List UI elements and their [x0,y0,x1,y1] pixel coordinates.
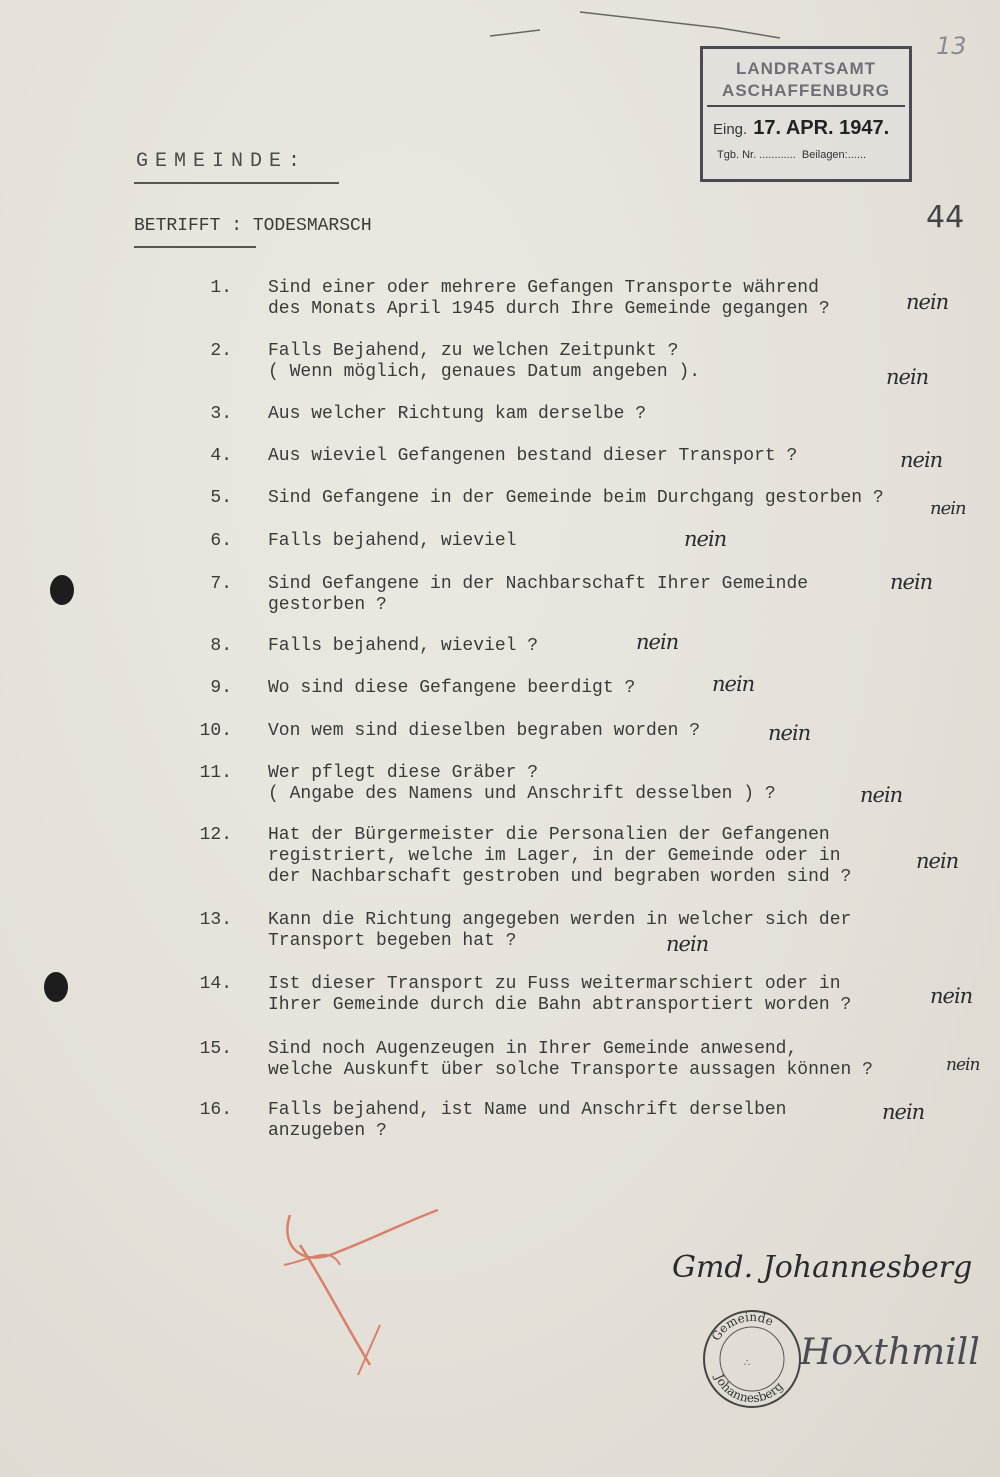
question-number: 1. [210,278,232,298]
question-text: Von wem sind dieselben begraben worden ? [268,721,701,741]
seal-top-text: Gemeinde [708,1309,776,1344]
question-number: 8. [210,636,232,656]
receipt-stamp [700,46,912,182]
page-number: 13 [936,32,967,60]
punch-hole-bottom [44,972,68,1002]
signature-name: Hoxthmill [800,1332,980,1373]
question-number: 15. [199,1039,232,1059]
stamp-received [713,117,889,140]
seal-bottom-text: Johannesberg [712,1372,786,1406]
question-text: Aus welcher Richtung kam derselbe ? [268,404,647,424]
question-number: 11. [199,763,232,783]
stamp-city: ASCHAFFENBURG [722,81,890,100]
question-number: 5. [210,488,232,508]
question-text: Falls bejahend, wieviel ? [268,636,539,656]
answer-handwritten: nein [900,448,943,472]
question-number: 12. [199,825,232,845]
gemeinde-underline [134,182,339,184]
answer-handwritten: nein [684,527,727,551]
answer-handwritten: nein [882,1100,925,1124]
gemeinde-label: GEMEINDE: [136,150,308,173]
question-text: Ist dieser Transport zu Fuss weitermarschiert oder in Ihrer Gemeinde durch die Bahn abtransportiert worden ? [268,974,852,1015]
question-number: 4. [210,446,232,466]
red-pencil-mark [270,1205,450,1385]
question-text: Hat der Bürgermeister die Personalien der Gefangenen registriert, welche im Lager, in der Gemeinde oder in der Nachbarschaft gestroben und begraben worden sind ? [268,825,852,887]
question-text: Sind Gefangene in der Nachbarschaft Ihrer Gemeinde gestorben ? [268,574,809,615]
answer-handwritten: nein [860,783,903,807]
subject-underline [134,246,256,248]
question-number: 9. [210,678,232,698]
question-number: 2. [210,341,232,361]
question-text: Sind einer oder mehrere Gefangen Transporte während des Monats April 1945 durch Ihre Gemeinde gegangen ? [268,278,830,319]
answer-handwritten: nein [890,570,933,594]
question-text: Wo sind diese Gefangene beerdigt ? [268,678,636,698]
signature-gemeinde: Gmd. Johannesberg [672,1250,973,1285]
answer-handwritten: nein [712,672,755,696]
answer-handwritten: nein [930,498,966,519]
question-number: 10. [199,721,232,741]
answer-handwritten: nein [946,1055,980,1075]
stamp-date: 17. APR. 1947. [753,117,890,139]
question-text: Kann die Richtung angegeben werden in welcher sich der Transport begeben hat ? [268,910,852,951]
question-number: 13. [199,910,232,930]
question-text: Aus wieviel Gefangenen bestand dieser Transport ? [268,446,798,466]
stamp-office: LANDRATSAMT [735,59,877,78]
answer-handwritten: nein [906,290,949,314]
stamp-tgb [717,149,866,161]
answer-handwritten: nein [768,721,811,745]
svg-text:Gemeinde [709,1310,776,1343]
punch-hole-top [50,575,74,605]
svg-text:Johannesberg [711,1370,786,1405]
answer-handwritten: nein [916,849,959,873]
answer-handwritten: nein [886,365,929,389]
question-number: 7. [210,574,232,594]
question-number: 3. [210,404,232,424]
subject-line: BETRIFFT : TODESMARSCH [134,216,372,236]
file-number: 44 [926,200,965,235]
stamp-eing-label: Eing. [713,121,748,138]
svg-text:∴: ∴ [744,1358,751,1369]
question-text: Sind Gefangene in der Gemeinde beim Durchgang gestorben ? [268,488,884,508]
question-number: 6. [210,531,232,551]
stamp-separator [707,105,905,107]
answer-handwritten: nein [930,984,973,1008]
stamp-tgb-number: Tgb. Nr. ............ [717,149,796,161]
question-text: Falls bejahend, ist Name und Anschrift derselben anzugeben ? [268,1100,787,1141]
answer-handwritten: nein [666,932,709,956]
question-text: Wer pflegt diese Gräber ? ( Angabe des Namens und Anschrift desselben ) ? [268,763,776,804]
question-text: Sind noch Augenzeugen in Ihrer Gemeinde anwesend, welche Auskunft über solche Transporte aussagen können ? [268,1039,873,1080]
question-number: 16. [199,1100,232,1120]
question-text: Falls bejahend, wieviel [268,531,517,551]
gemeinde-seal [700,1304,810,1414]
stamp-beilagen: Beilagen:...... [801,149,867,161]
question-number: 14. [199,974,232,994]
answer-handwritten: nein [636,630,679,654]
question-text: Falls Bejahend, zu welchen Zeitpunkt ? ( Wenn möglich, genaues Datum angeben ). [268,341,701,382]
